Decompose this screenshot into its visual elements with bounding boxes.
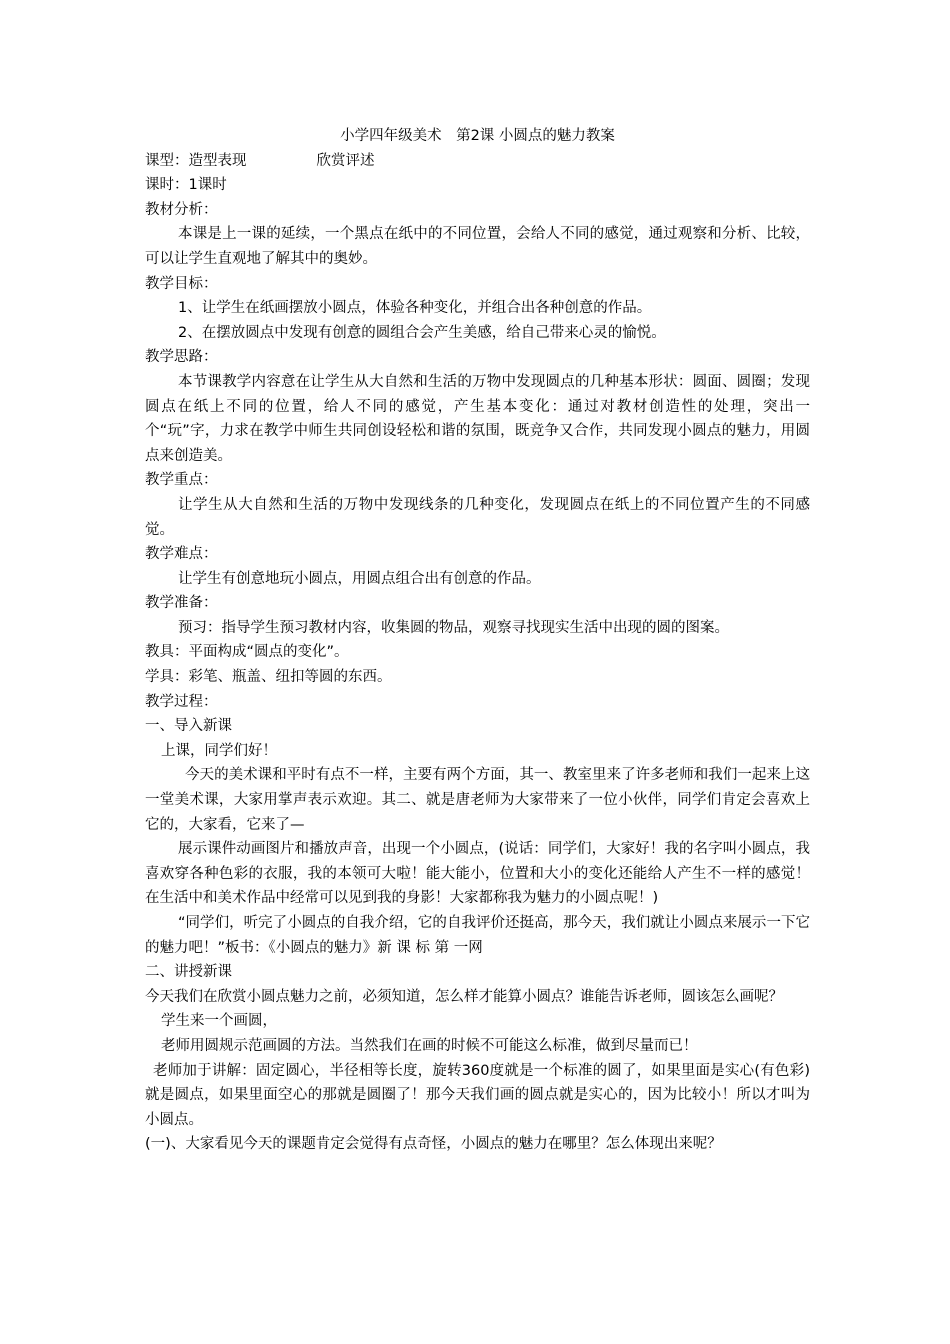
teacher-tools: 教具：平面构成“圆点的变化”。 — [145, 644, 349, 661]
student-draw-text: 学生来一个画圆， — [161, 1013, 277, 1030]
greeting-text: 上课，同学们好！ — [161, 742, 277, 759]
process-heading: 教学过程： — [145, 693, 218, 710]
key-text: 让学生从大自然和生活的万物中发现线条的几种变化，发现圆点在纸上的不同位置产生的不同感觉。 — [145, 496, 810, 538]
question-text: 今天我们在欣赏小圆点魅力之前，必须知道，怎么样才能算小圆点？谁能告诉老师，圆该怎么画呢？ — [145, 988, 783, 1005]
lesson-plan-page — [145, 124, 810, 1157]
lesson-hours: 课时：1课时 — [145, 177, 227, 194]
difficulty-text: 让学生有创意地玩小圆点，用圆点组合出有创意的作品。 — [178, 570, 541, 587]
material-text: 本课是上一课的延续，一个黑点在纸中的不同位置，会给人不同的感觉，通过观察和分析、比较，可以让学生直观地了解其中的奥妙。 — [145, 226, 810, 267]
subsection-1: (一)、大家看见今天的课题肯定会觉得有点奇怪，小圆点的魅力在哪里？怎么体现出来呢？ — [145, 1136, 722, 1153]
show-text: 展示课件动画图片和播放声音，出现一个小圆点，(说话：同学们，大家好！我的名字叫小圆点，我喜欢穿各种色彩的衣服，我的本领可大啦！能大能小，位置和大小的变化还能给人产生不一样的感觉！在生活中和美术作品中经常可以见到我的身影！大家都称我为魅力的小圆点呢！) — [145, 841, 810, 907]
difficulty-heading: 教学难点： — [145, 546, 218, 563]
lesson-type-line — [145, 149, 810, 174]
prep-text: 预习：指导学生预习教材内容，收集圆的物品，观察寻找现实生活中出现的圆的图案。 — [178, 619, 729, 636]
idea-heading: 教学思路： — [145, 349, 218, 366]
key-heading: 教学重点： — [145, 472, 218, 489]
goal-heading: 教学目标： — [145, 275, 218, 292]
prep-heading: 教学准备： — [145, 595, 218, 612]
student-tools: 学具：彩笔、瓶盖、纽扣等圆的东西。 — [145, 669, 392, 686]
explain-text: 老师加于讲解：固定圆心，半径相等长度，旋转360度就是一个标准的圆了，如果里面是实心(有色彩)就是圆点，如果里面空心的那就是圆圈了！那今天我们画的圆点就是实心的，因为比较小！所以才叫为小圆点。 — [145, 1062, 810, 1128]
quote-text: “同学们，听完了小圆点的自我介绍，它的自我评价还挺高，那今天，我们就让小圆点来展示一下它的魅力吧！”板书：《小圆点的魅力》新 课 标 第 一网 — [145, 915, 810, 956]
idea-text: 本节课教学内容意在让学生从大自然和生活的万物中发现圆点的几种基本形状：圆面、圆圈；发现圆点在纸上不同的位置，给人不同的感觉，产生基本变化：通过对教材创造性的处理，突出一个“玩”字，力求在教学中师生共同创设轻松和谐的氛围，既竞争又合作，共同发现小圆点的魅力，用圆点来创造美。 — [145, 373, 810, 464]
section-heading-1: 一、导入新课 — [145, 718, 232, 735]
lesson-type-extra: 欣赏评述 — [316, 152, 375, 169]
teacher-demo-text: 老师用圆规示范画圆的方法。当然我们在画的时候不可能这么标准，做到尽量而已！ — [161, 1037, 698, 1054]
lesson-type: 课型：造型表现 — [145, 152, 247, 169]
goal-item-2: 2、在摆放圆点中发现有创意的圆组合会产生美感，给自己带来心灵的愉悦。 — [178, 324, 666, 341]
material-heading: 教材分析： — [145, 201, 218, 218]
intro-text: 今天的美术课和平时有点不一样，主要有两个方面，其一、教室里来了许多老师和我们一起来上这一堂美术课，大家用掌声表示欢迎。其二、就是唐老师为大家带来了一位小伙伴，同学们肯定会喜欢上它的，大家看，它来了— — [145, 767, 810, 833]
goal-item-1: 1、让学生在纸画摆放小圆点，体验各种变化，并组合出各种创意的作品。 — [178, 300, 652, 317]
section-heading-2: 二、讲授新课 — [145, 964, 232, 981]
document-title: 小学四年级美术 第2课 小圆点的魅力教案 — [340, 128, 615, 144]
